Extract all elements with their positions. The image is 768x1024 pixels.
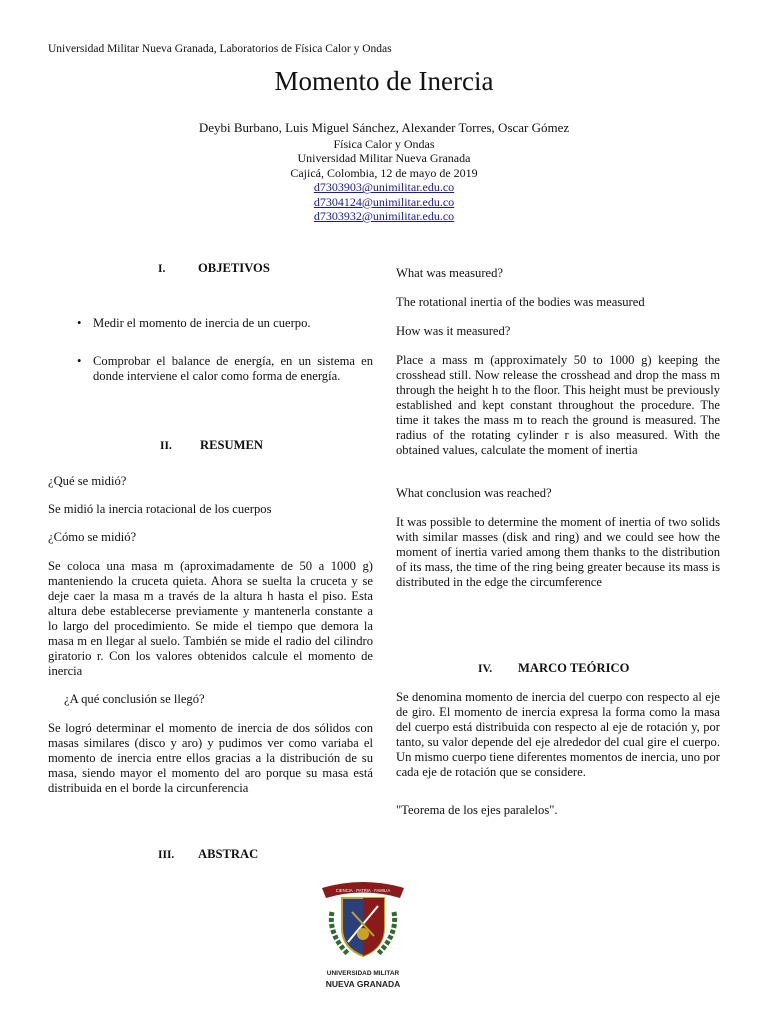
- abstract-answer: Place a mass m (approximately 50 to 1000 g) keeping the crosshead still. Now release the crosshead and drop the mass m through the height h to the floor. This height must be previously established and kept constant throughout the procedure. The time it takes the mass m to reach the ground is measured. The radius of the rotating cylinder r is also measured. With the obtained values, calculate the moment of inertia: [396, 353, 720, 457]
- university-name: Universidad Militar Nueva Granada: [297, 151, 471, 166]
- list-item: • Comprobar el balance de energía, en un sistema en donde interviene el calor como forma de energía.: [77, 354, 373, 383]
- section-heading-objetivos: I. OBJETIVOS: [158, 261, 270, 275]
- resumen-question: ¿Cómo se midió?: [48, 530, 137, 544]
- resumen-answer: Se midió la inercia rotacional de los cuerpos: [48, 502, 272, 516]
- email-link[interactable]: d7303903@unimilitar.edu.co: [313, 180, 455, 195]
- resumen-question: ¿A qué conclusión se llegó?: [64, 692, 205, 706]
- logo-line1: UNIVERSIDAD MILITAR: [326, 970, 400, 977]
- logo-line2: NUEVA GRANADA: [325, 979, 401, 989]
- bullet-icon: •: [77, 316, 82, 330]
- paper-title: Momento de Inercia: [274, 66, 494, 96]
- crest-icon: [318, 872, 408, 968]
- abstract-question: What conclusion was reached?: [396, 486, 552, 500]
- abstract-question: How was it measured?: [396, 324, 511, 338]
- bullet-icon: •: [77, 354, 82, 368]
- course-name: Física Calor y Ondas: [333, 137, 435, 151]
- place-date: Cajicá, Colombia, 12 de mayo de 2019: [290, 165, 478, 180]
- running-header: Universidad Militar Nueva Granada, Laboratorios de Física Calor y Ondas: [48, 43, 392, 55]
- author-list: Deybi Burbano, Luis Miguel Sánchez, Alexander Torres, Oscar Gómez: [198, 120, 570, 135]
- section-heading-resumen: II. RESUMEN: [160, 438, 263, 452]
- abstract-answer: It was possible to determine the moment of inertia of two solids with similar masses (disk and ring) and we could see how the moment of inertia varied among them thanks to the distribution of its mass, the time of the ring being greater because its mass is distributed in the edge the circumference: [396, 515, 720, 589]
- resumen-question: ¿Qué se midió?: [48, 474, 127, 488]
- section-heading-abstrac: III. ABSTRAC: [158, 847, 259, 861]
- list-item: • Medir el momento de inercia de un cuerpo.: [77, 316, 311, 330]
- marco-paragraph: "Teorema de los ejes paralelos".: [396, 803, 558, 817]
- email-link[interactable]: d7304124@unimilitar.edu.co: [313, 194, 455, 209]
- marco-paragraph: Se denomina momento de inercia del cuerpo con respecto al eje de giro. El momento de inercia expresa la forma como la masa del cuerpo está distribuida con respecto al eje de rotación y, por tanto, su valor depende del eje alrededor del cual gire el cuerpo. Un mismo cuerpo tiene diferentes momentos de inercia, uno por cada eje de rotación que se considere.: [396, 690, 720, 779]
- section-heading-marco: IV. MARCO TEÓRICO: [478, 661, 630, 675]
- email-link[interactable]: d7303932@unimilitar.edu.co: [313, 209, 455, 224]
- affiliation-block: [0, 137, 768, 223]
- logo-motto: CIENCIA · PATRIA · FAMILIA: [335, 888, 391, 893]
- abstract-question: What was measured?: [396, 266, 503, 280]
- abstract-answer: The rotational inertia of the bodies was measured: [396, 295, 645, 309]
- resumen-answer: Se logró determinar el momento de inercia de dos sólidos con masas similares (disco y aro) y pudimos ver como variaba el momento de inercia entre ellos gracias a la distribución de su masa, siendo mayor el momento del aro porque su masa está distribuida en el borde la circunferencia: [48, 721, 373, 795]
- resumen-answer: Se coloca una masa m (aproximadamente de 50 a 1000 g) manteniendo la cruceta quieta. Ahora se suelta la cruceta y se deje caer la masa m a través de la altura h hasta el piso. Esta altura debe establecerse previamente y mantenerla constante a lo largo del procedimiento. Se mide el tiempo que demora la masa m en llegar al suelo. También se mide el radio del cilindro giratorio r. Con los valores obtenidos calcule el momento de inercia: [48, 559, 373, 678]
- university-logo: [318, 872, 408, 992]
